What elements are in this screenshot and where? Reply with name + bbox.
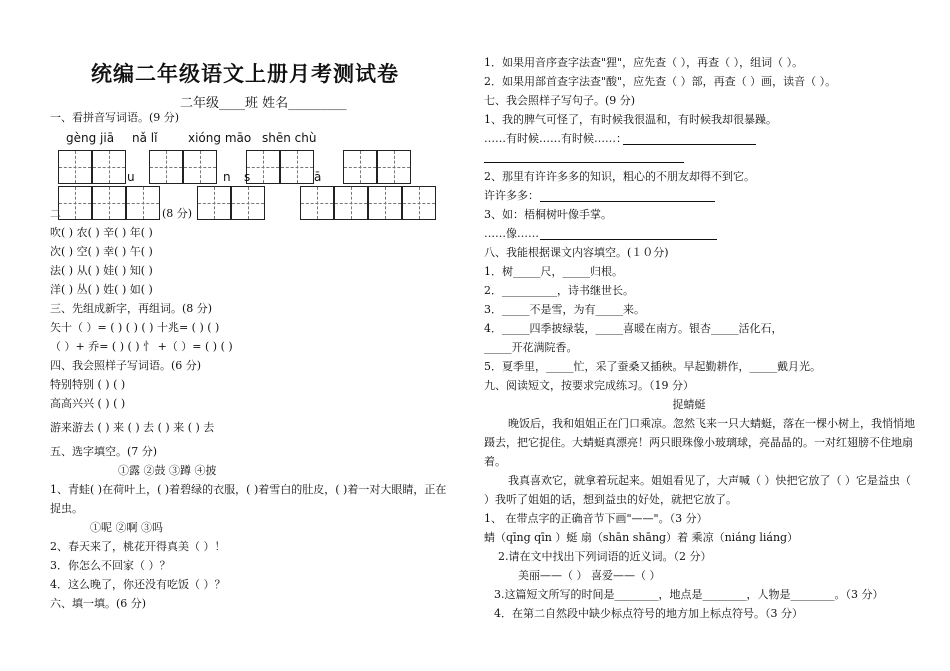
q2-heading-hidden: 二: [50, 207, 61, 220]
writing-box[interactable]: [368, 186, 402, 220]
q2-row: 法( ) 从( ) 娃( ) 知( ): [50, 264, 153, 277]
q4-row: 特别特别 ( ) ( ): [50, 378, 126, 391]
q2-row: 次( ) 空( ) 幸( ) 午( ): [50, 245, 153, 258]
q5-sentence: 4．这么晚了，你还没有吃饭（ ）？: [50, 578, 226, 591]
writing-box[interactable]: [334, 186, 368, 220]
writing-box[interactable]: [58, 186, 92, 220]
writing-box[interactable]: [343, 150, 377, 184]
q7-pattern: ……像……: [484, 227, 539, 240]
q2-heading-fragment: (8 分): [162, 207, 193, 220]
passage-line: 着。: [484, 455, 506, 468]
q2-row: 吹( ) 农( ) 辛( ) 年( ): [50, 226, 153, 239]
writing-box[interactable]: [377, 150, 411, 184]
q8-line: 4．_____四季披绿装，_____喜暖在南方。银杏_____活化石，: [484, 322, 783, 335]
passage-line: 蹑去，把它捉住。大蜻蜓真漂亮！两只眼珠像小玻璃球，亮晶晶的。一对红翅膀不住地扇: [484, 436, 913, 449]
pinyin-4: shēn chù: [262, 131, 317, 145]
q5-options: ①呢 ②啊 ③吗: [90, 521, 163, 534]
pinyin-3: xióng māo: [188, 131, 252, 145]
q3-row: （ ）+ 乔= ( ) ( ) 忄 +（ ）= ( ) ( ): [50, 340, 233, 353]
q7-heading: 七、我会照样子写句子。(9 分): [484, 94, 636, 107]
q9-task-pinyin: 蜻（qīng qīn ）蜓 扇（shān shāng）着 乘凉（niáng liáng）: [484, 531, 799, 544]
q5-heading: 五、选字填空。(7 分): [50, 445, 158, 458]
writing-box[interactable]: [246, 150, 280, 184]
q5-sentence: 3．你怎么不回家（ ）？: [50, 559, 171, 572]
q8-line: 3．_____不是雪，为有_____来。: [484, 303, 645, 316]
q6-line: 1．如果用音序查字法查"狸"，应先查（ ），再查（ ），组词（ ）。: [484, 56, 804, 69]
pinyin-2: nǎ lǐ: [132, 131, 158, 145]
q8-line: 5．夏季里，_____忙，采了蚕桑又插秧。早起勤耕作，_____戴月光。: [484, 360, 821, 373]
pinyin-fragment: ā: [314, 170, 322, 184]
writing-box[interactable]: [58, 150, 92, 184]
q9-task-words: 美丽——（ ） 喜爱——（ ）: [518, 569, 661, 582]
q2-row: 洋( ) 丛( ) 姓( ) 如( ): [50, 283, 153, 296]
q3-heading: 三、先组成新字，再组词。(8 分): [50, 302, 213, 315]
passage-title: 捉蜻蜓: [672, 398, 706, 411]
q9-task: 4．在第二自然段中缺少标点符号的地方加上标点符号。（3 分）: [494, 607, 803, 620]
q9-task: 3.这篇短文所写的时间是________，地点是________，人物是________。（3 分）: [494, 588, 884, 601]
q1-heading: 一、看拼音写词语。(9 分): [50, 111, 180, 124]
q9-task: 2.请在文中找出下列词语的近义词。（2 分）: [498, 550, 712, 563]
q7-pattern: 许许多多：: [484, 189, 539, 202]
pinyin-fragment: n: [223, 170, 231, 184]
writing-box[interactable]: [300, 186, 334, 220]
passage-line: 晚饭后，我和姐姐正在门口乘凉。忽然飞来一只大蜻蜓，落在一棵小树上，我悄悄地: [508, 417, 915, 430]
q4-row: 高高兴兴 ( ) ( ): [50, 397, 126, 410]
q7-sentence: 2、那里有许许多多的知识，粗心的不朋友却得不到它。: [484, 170, 755, 183]
writing-box[interactable]: [149, 150, 183, 184]
q3-row: 矢十（ ）= ( ) ( ) ( ) 十兆= ( ) ( ): [50, 321, 220, 334]
writing-box[interactable]: [92, 150, 126, 184]
answer-line[interactable]: [623, 144, 756, 145]
q4-row: 游来游去 ( ) 来 ( ) 去 ( ) 来 ( ) 去: [50, 421, 215, 434]
q9-heading: 九、阅读短文，按要求完成练习。（19 分）: [484, 379, 694, 392]
q8-line: _____开花满院香。: [484, 341, 578, 354]
q7-pattern: ……有时候……有时候……：: [484, 132, 627, 145]
q9-task: 1、 在带点字的正确音节下画"——"。（3 分）: [484, 512, 708, 525]
q6-heading: 六、填一填。(6 分): [50, 597, 147, 610]
q4-heading: 四、我会照样子写词语。(6 分): [50, 359, 202, 372]
writing-box[interactable]: [183, 150, 217, 184]
writing-box[interactable]: [126, 186, 160, 220]
q8-line: 2．__________，诗书继世长。: [484, 284, 634, 297]
pinyin-fragment: s: [244, 170, 251, 184]
passage-line: ）我听了姐姐的话，想到益虫的好处，就把它放了。: [484, 493, 737, 506]
q7-sentence: 3、如：梧桐树叶像手掌。: [484, 208, 612, 221]
q8-line: 1．树_____尺，_____归根。: [484, 265, 623, 278]
writing-box[interactable]: [197, 186, 231, 220]
q5-options: ①露 ②鼓 ③蹲 ④披: [118, 464, 217, 477]
writing-box[interactable]: [92, 186, 126, 220]
q5-sentence: 2、春天来了，桃花开得真美（ ）！: [50, 540, 226, 553]
passage-line: 我真喜欢它，就拿着玩起来。姐姐看见了，大声喊（ ）快把它放了（ ）它是益虫（: [508, 474, 911, 487]
q5-sentence: 捉虫。: [50, 502, 83, 515]
class-name-line: 二年级____班 姓名_________: [180, 96, 347, 111]
pinyin-fragment: u: [127, 170, 135, 184]
q7-sentence: 1、我的脾气可怪了，有时候我很温和，有时候我却很暴躁。: [484, 113, 777, 126]
writing-box[interactable]: [231, 186, 265, 220]
answer-line[interactable]: [540, 239, 717, 240]
q6-line: 2．如果用部首查字法查"酸"，应先查（ ）部，再查（ ）画，读音（ ）。: [484, 75, 837, 88]
writing-box[interactable]: [280, 150, 314, 184]
q8-heading: 八、我能根据课文内容填空。(１０分): [484, 246, 669, 259]
writing-box[interactable]: [402, 186, 436, 220]
answer-line[interactable]: [484, 162, 684, 163]
q5-sentence: 1、青蛙( )在荷叶上，( )着碧绿的衣服，( )着雪白的肚皮，( )着一对大眼睛，正在: [50, 483, 447, 496]
pinyin-1: gèng jiā: [66, 131, 115, 145]
answer-line[interactable]: [540, 201, 715, 202]
page-title: 统编二年级语文上册月考测试卷: [91, 62, 399, 86]
